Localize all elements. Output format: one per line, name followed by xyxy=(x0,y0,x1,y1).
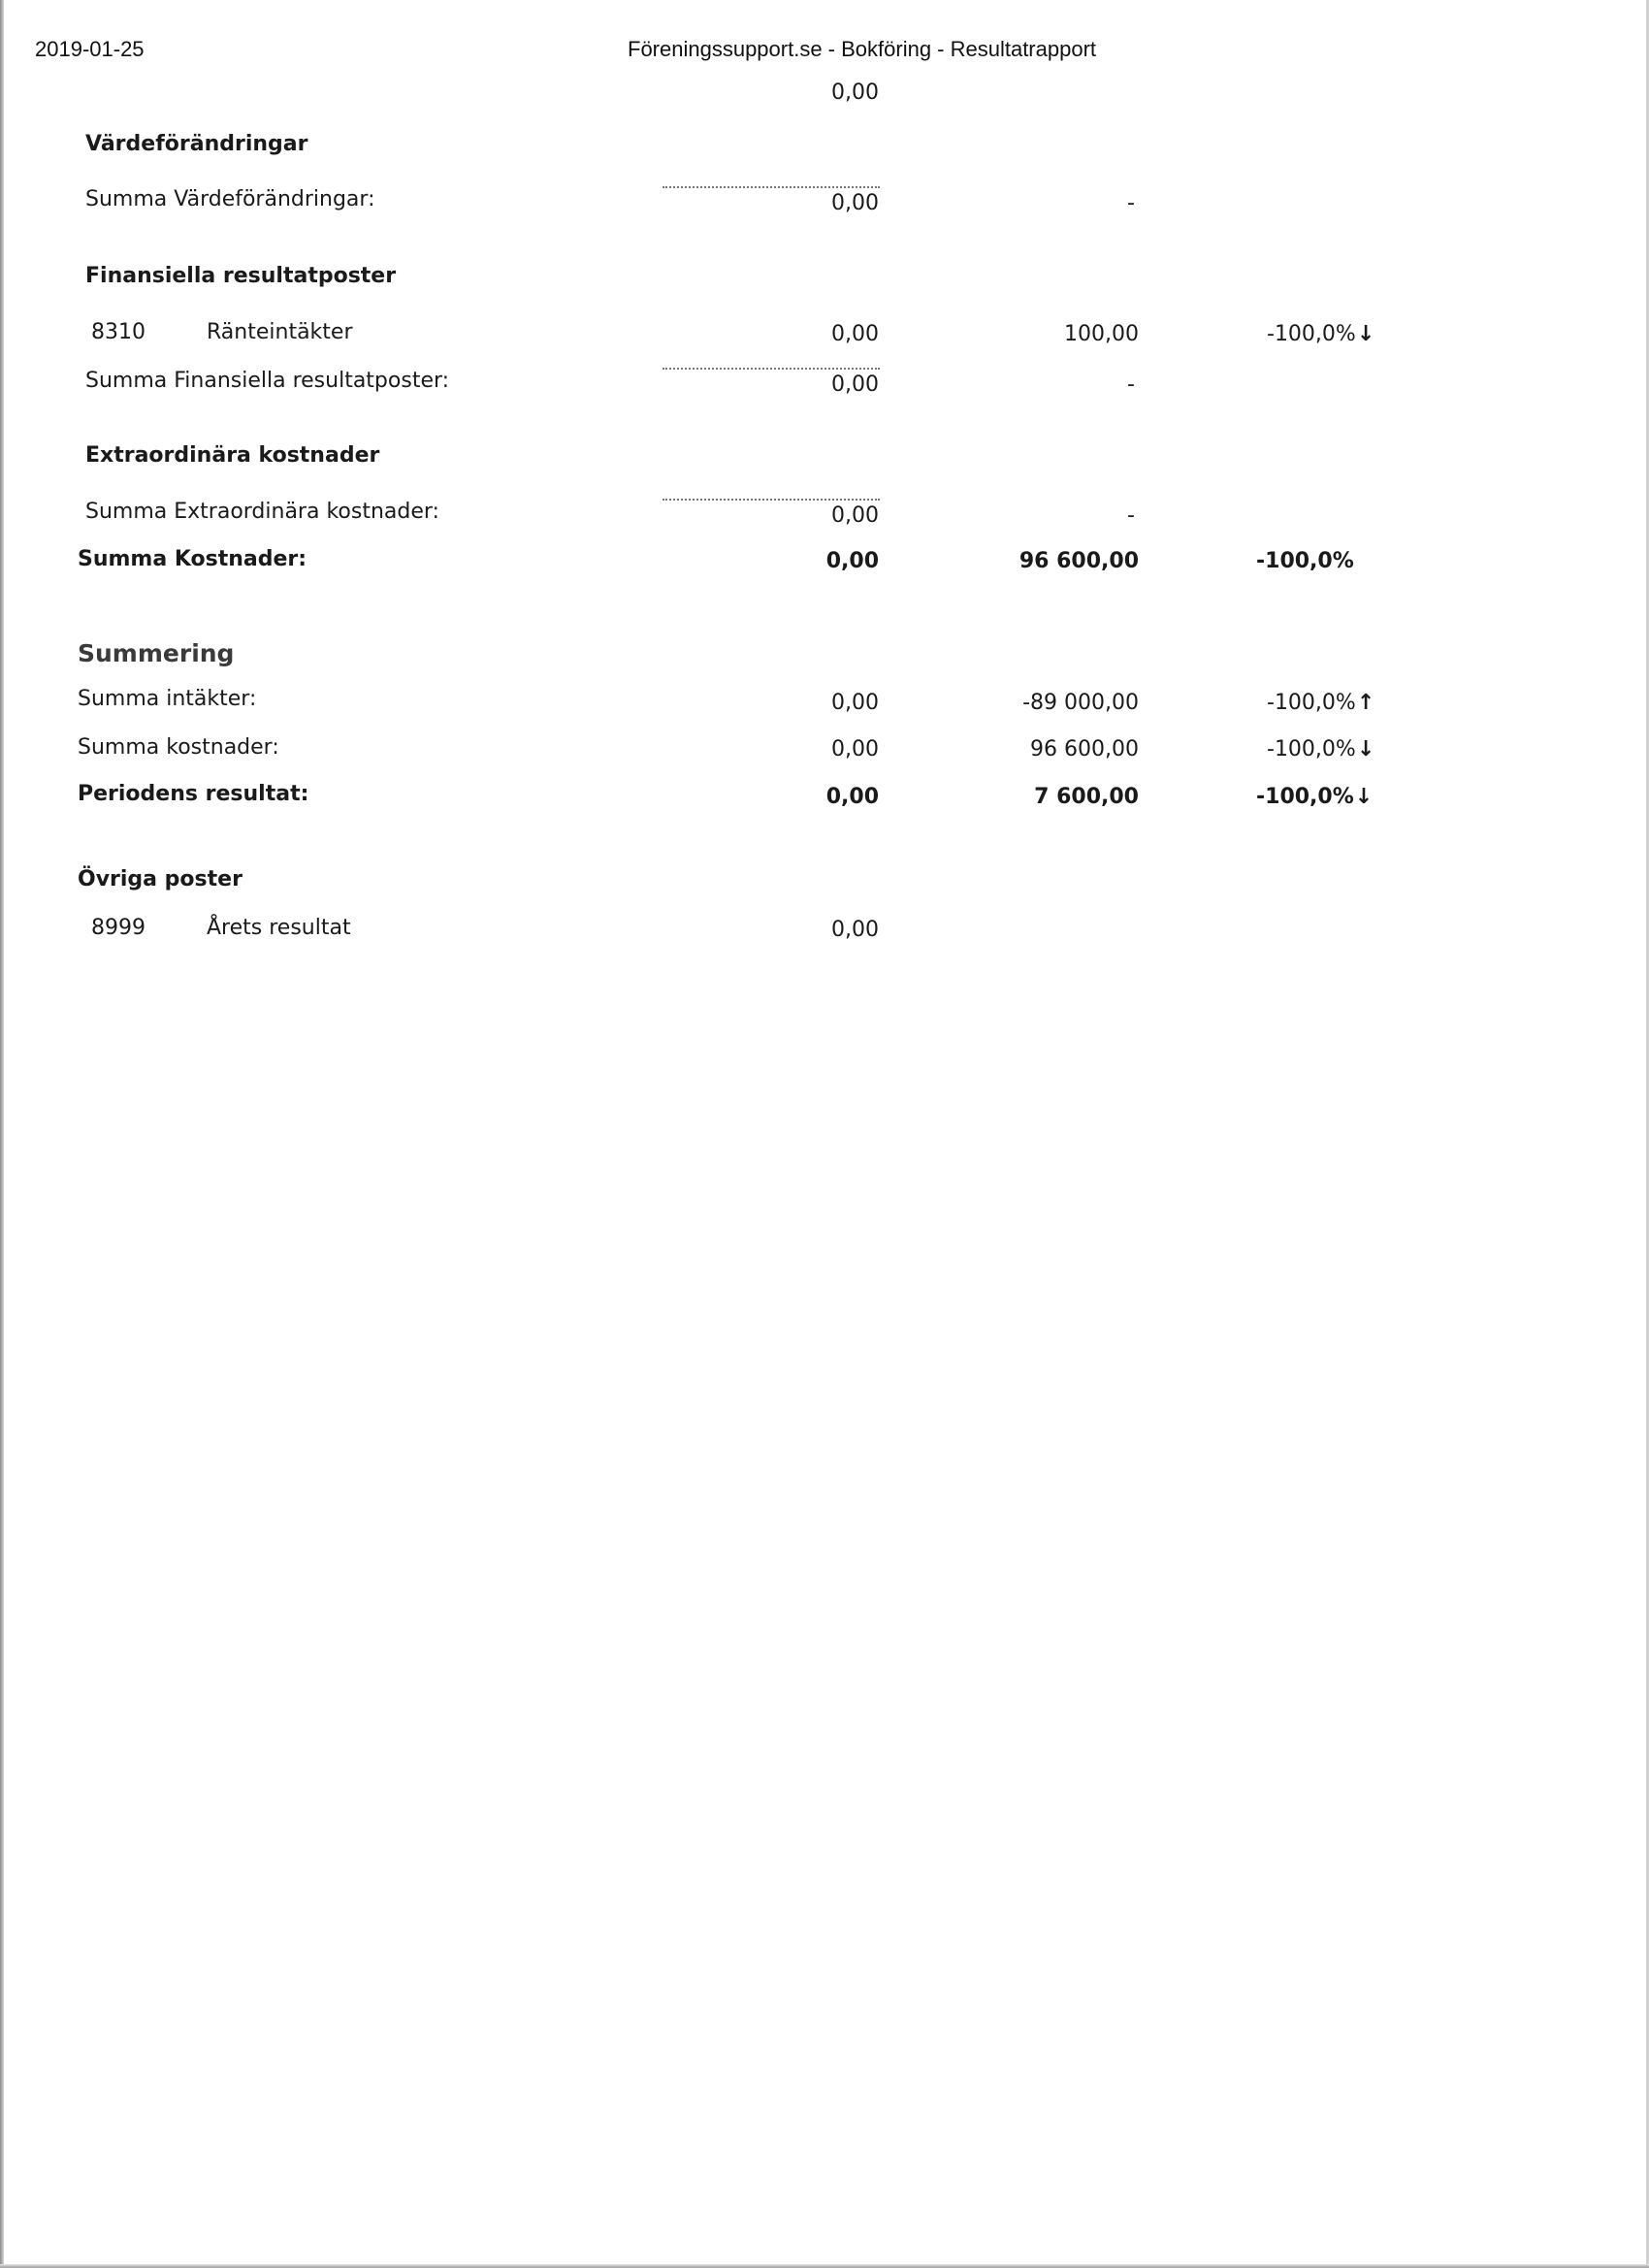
account-number: 8310 xyxy=(91,320,146,344)
arrow-down-icon: ↓ xyxy=(1356,737,1375,761)
sum-label-vardeforandringar: Summa Värdeförändringar: xyxy=(85,187,375,211)
section-heading-extraordinara: Extraordinära kostnader xyxy=(85,443,380,468)
subtotal-rule xyxy=(663,368,880,370)
total-costs-prev: 96 600,00 xyxy=(1018,549,1139,573)
period-result-label: Periodens resultat: xyxy=(78,782,309,806)
account-number: 8999 xyxy=(91,916,146,940)
report-title: Föreningssupport.se - Bokföring - Resultatrapport xyxy=(628,37,1097,61)
total-costs-value: 0,00 xyxy=(825,549,879,573)
period-result-value: 0,00 xyxy=(825,785,879,809)
sum-label-extraordinara: Summa Extraordinära kostnader: xyxy=(85,500,439,524)
scan-edge-bottom xyxy=(0,2264,1649,2268)
subtotal-rule xyxy=(663,499,880,501)
account-name: Ränteintäkter xyxy=(207,320,353,344)
account-value: 0,00 xyxy=(831,918,879,942)
period-result-change: -100,0%↓ xyxy=(1256,785,1374,809)
arrow-down-icon: ↓ xyxy=(1356,322,1375,346)
sum-label-finansiella: Summa Finansiella resultatposter: xyxy=(85,369,450,393)
account-change: -100,0%↓ xyxy=(1267,322,1375,346)
section-heading-vardeforandringar: Värdeförändringar xyxy=(85,132,308,156)
account-value: 0,00 xyxy=(831,322,879,346)
report-date: 2019-01-25 xyxy=(35,37,145,61)
summary-change-income: -100,0%↑ xyxy=(1267,691,1375,715)
summary-change-costs: -100,0%↓ xyxy=(1267,737,1375,761)
account-prev-value: 100,00 xyxy=(1064,322,1139,346)
subtotal-rule xyxy=(663,186,880,188)
summary-label-costs: Summa kostnader: xyxy=(78,735,279,760)
period-result-prev: 7 600,00 xyxy=(1034,785,1139,809)
sum-prev-finansiella: - xyxy=(1127,373,1135,397)
sum-prev-vardeforandringar: - xyxy=(1127,191,1135,215)
carryover-value: 0,00 xyxy=(831,81,879,105)
arrow-down-icon: ↓ xyxy=(1354,785,1374,809)
summary-label-income: Summa intäkter: xyxy=(78,687,257,711)
section-heading-finansiella: Finansiella resultatposter xyxy=(85,264,397,288)
summary-value-income: 0,00 xyxy=(831,691,879,715)
account-name: Årets resultat xyxy=(207,916,351,940)
scan-edge-left xyxy=(0,0,4,2268)
arrow-up-icon: ↑ xyxy=(1356,691,1375,715)
section-heading-summering: Summering xyxy=(78,639,235,667)
summary-value-costs: 0,00 xyxy=(831,737,879,761)
sum-value-finansiella: 0,00 xyxy=(831,373,879,397)
total-costs-label: Summa Kostnader: xyxy=(78,547,307,571)
summary-prev-income: -89 000,00 xyxy=(1022,691,1139,715)
sum-prev-extraordinara: - xyxy=(1127,503,1135,528)
total-costs-change: -100,0% xyxy=(1256,549,1354,573)
sum-value-extraordinara: 0,00 xyxy=(831,503,879,528)
sum-value-vardeforandringar: 0,00 xyxy=(831,191,879,215)
section-heading-ovriga: Övriga poster xyxy=(78,867,242,891)
summary-prev-costs: 96 600,00 xyxy=(1030,737,1139,761)
